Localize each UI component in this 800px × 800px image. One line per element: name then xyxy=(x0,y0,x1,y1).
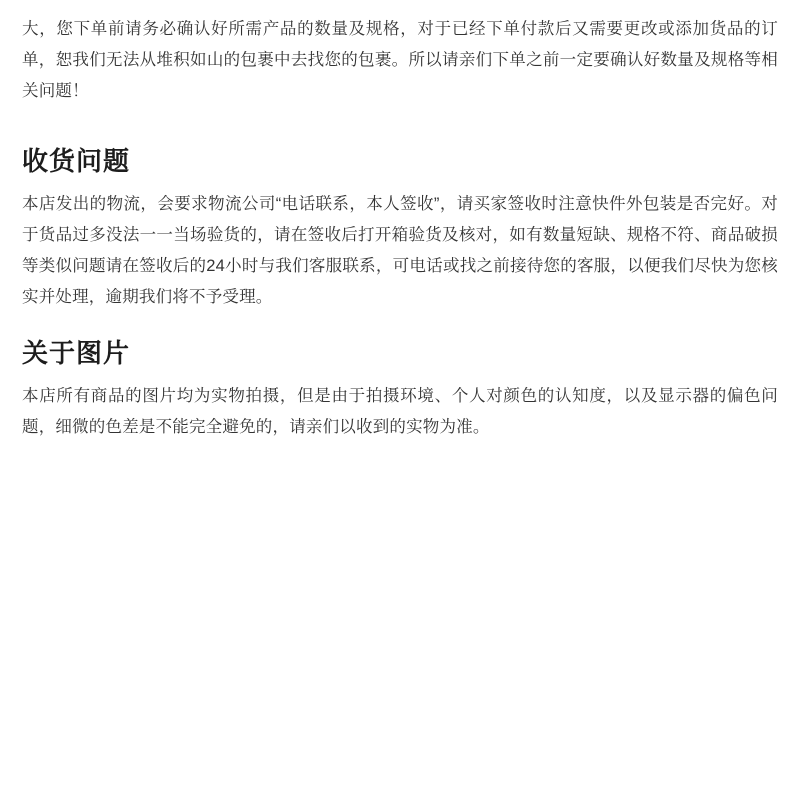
intro-paragraph: 大，您下单前请务必确认好所需产品的数量及规格，对于已经下单付款后又需要更改或添加货品的订单，恕我们无法从堆积如山的包裹中去找您的包裹。所以请亲们下单之前一定要确认好数量及规格等相关问题！ xyxy=(22,20,778,100)
section-title-shipping-receipt: 收货问题 xyxy=(22,146,131,176)
section-body-about-images: 本店所有商品的图片均为实物拍摄，但是由于拍摄环境、个人对颜色的认知度，以及显示器的偏色问题，细微的色差是不能完全避免的，请亲们以收到的实物为准。 xyxy=(22,387,778,436)
section-body-shipping-receipt: 本店发出的物流，会要求物流公司“电话联系，本人签收”，请买家签收时注意快件外包装是否完好。对于货品过多没法一一当场验货的，请在签收后打开箱验货及核对，如有数量短缺、规格不符、商品破损等类似问题请在签收后的24小时与我们客服联系，可电话或找之前接待您的客服，以便我们尽快为您核实并处理，逾期我们将不予受理。 xyxy=(22,195,778,306)
section-title-about-images: 关于图片 xyxy=(22,338,131,368)
paragraph-spacer xyxy=(22,113,778,121)
